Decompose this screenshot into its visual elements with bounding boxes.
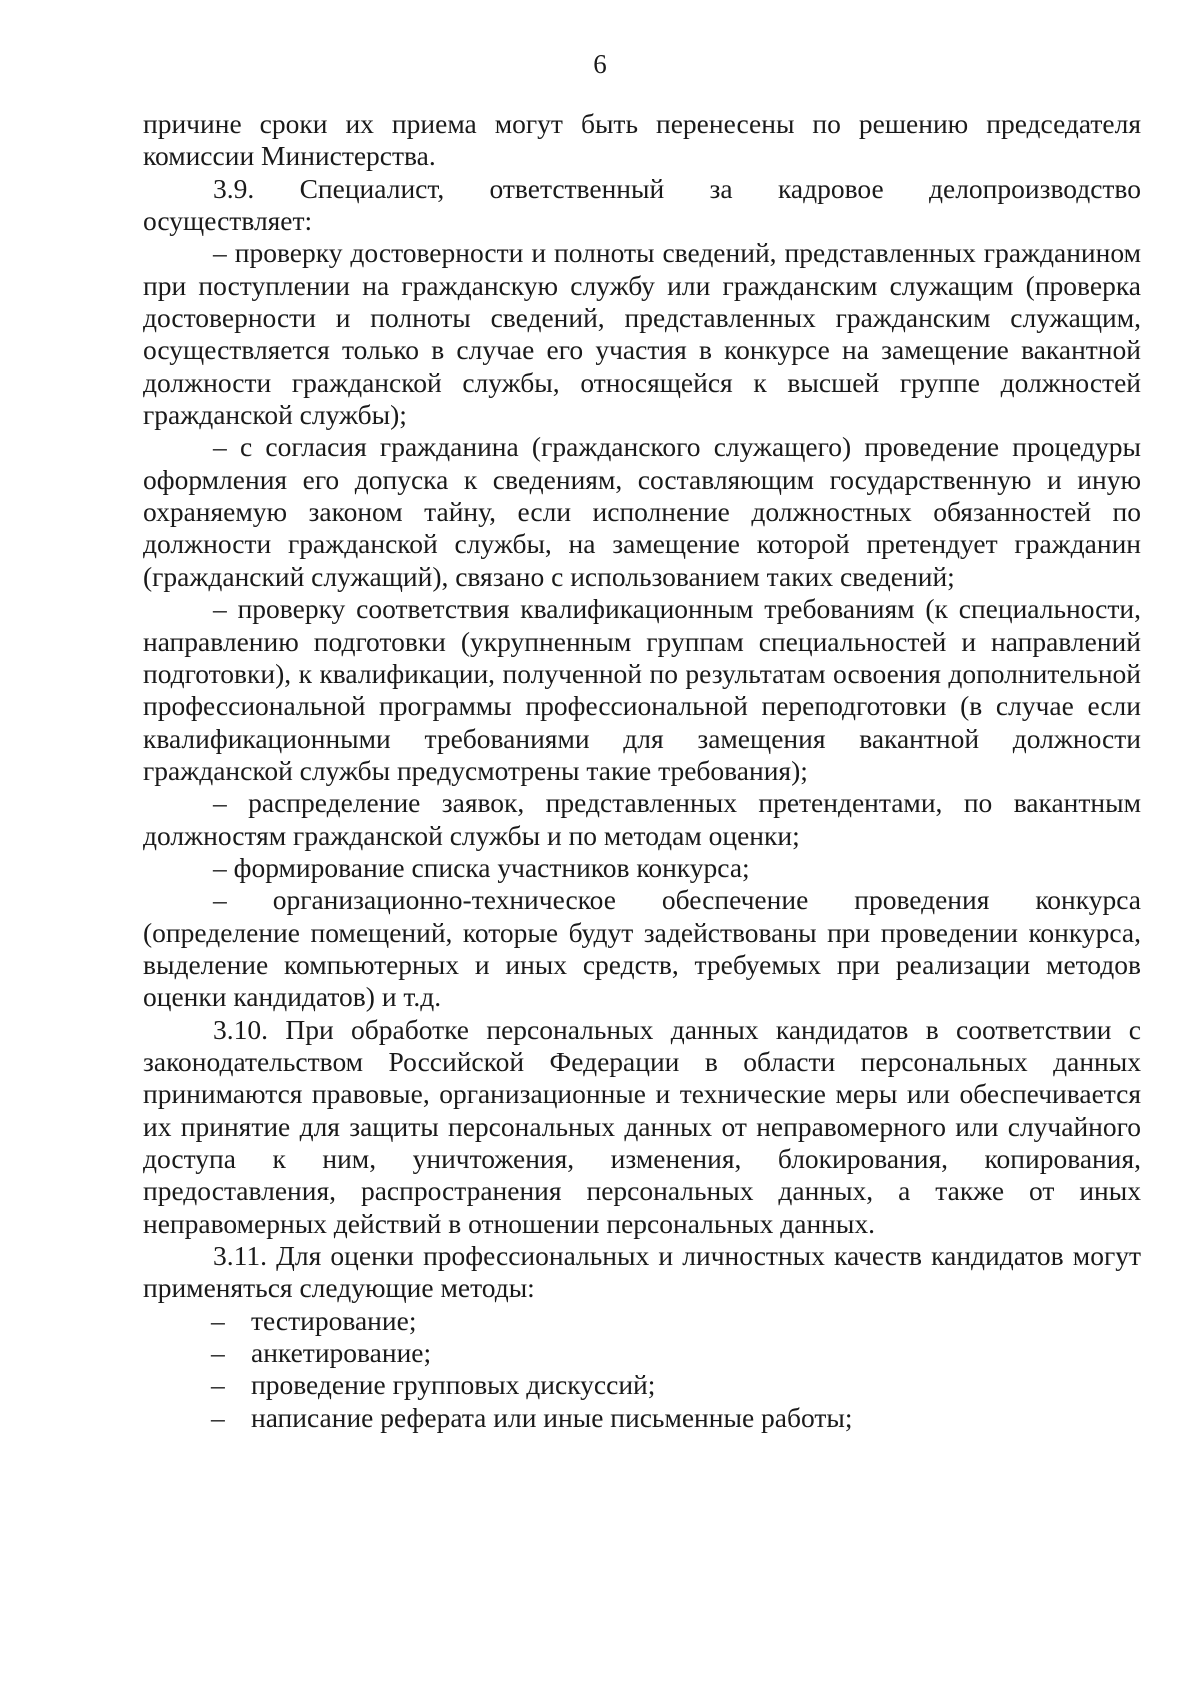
duty-item-participant-list: – формирование списка участников конкурса; bbox=[213, 851, 750, 883]
method-label: проведение групповых дискуссий; bbox=[251, 1369, 656, 1401]
section-3-9-word: Специалист, bbox=[299, 172, 445, 204]
duty-item-technical-support: – организационно-техническое обеспечение проведения конкурса (определение помещений, которые будут задействованы при проведении конкурса, выделение компьютерных и иных средств, требуемых при реализации методов оценки кандидатов) и т.д. bbox=[143, 884, 1141, 1013]
method-item bbox=[211, 1305, 1141, 1337]
section-3-9-continuation: осуществляет: bbox=[143, 205, 313, 237]
method-item bbox=[211, 1402, 1141, 1434]
assessment-methods-list bbox=[143, 1305, 1141, 1434]
dash-marker: – bbox=[211, 1337, 225, 1369]
section-3-9-word: ответственный bbox=[489, 172, 665, 204]
dash-marker: – bbox=[211, 1401, 225, 1433]
intro-line-2: комиссии Министерства. bbox=[143, 140, 436, 172]
document-body bbox=[143, 108, 1141, 1434]
intro-line-1: причине сроки их приема могут быть перенесены по решению председателя bbox=[143, 108, 1141, 139]
duty-item-distribute-applications: – распределение заявок, представленных претендентами, по вакантным должностям гражданской службы и по методам оценки; bbox=[143, 787, 1141, 851]
section-3-9-word: 3.9. bbox=[213, 172, 255, 204]
section-3-9-heading bbox=[143, 173, 1141, 205]
method-item bbox=[211, 1369, 1141, 1401]
section-3-9-word: делопроизводство bbox=[929, 172, 1141, 204]
dash-marker: – bbox=[211, 1369, 225, 1401]
method-label: анкетирование; bbox=[251, 1337, 432, 1369]
section-3-11-paragraph: 3.11. Для оценки профессиональных и личностных качеств кандидатов могут применяться следующие методы: bbox=[143, 1240, 1141, 1304]
dash-marker: – bbox=[211, 1304, 225, 1336]
duty-item-check-credibility: – проверку достоверности и полноты сведений, представленных гражданином при поступлении на гражданскую службу или гражданским служащим (проверка достоверности и полноты сведений, представленных гражданским служащим, осуществляется только в случае его участия в конкурсе на замещение вакантной должности гражданской службы, относящейся к высшей группе должностей гражданской службы); bbox=[143, 237, 1141, 431]
section-3-9-word: кадровое bbox=[777, 172, 884, 204]
section-3-10-paragraph: 3.10. При обработке персональных данных кандидатов в соответствии с законодательством Российской Федерации в области персональных данных принимаются правовые, организационные и технические меры или обеспечивается их принятие для защиты персональных данных от неправомерного или случайного доступа к ним, уничтожения, изменения, блокирования, копирования, предоставления, распространения персональных данных, а также от иных неправомерных действий в отношении персональных данных. bbox=[143, 1013, 1141, 1239]
method-label: тестирование; bbox=[251, 1304, 417, 1336]
method-item bbox=[211, 1337, 1141, 1369]
page-number: 6 bbox=[593, 49, 607, 79]
section-3-9-word: за bbox=[709, 172, 733, 204]
method-label: написание реферата или иные письменные работы; bbox=[251, 1401, 853, 1433]
duty-item-qualification-check: – проверку соответствия квалификационным требованиям (к специальности, направлению подготовки (укрупненным группам специальностей и направлений подготовки), к квалификации, полученной по результатам освоения дополнительной профессиональной программы профессиональной переподготовки (в случае если квалификационными требованиями для замещения вакантной должности гражданской службы предусмотрены такие требования); bbox=[143, 593, 1141, 786]
duty-item-security-clearance: – с согласия гражданина (гражданского служащего) проведение процедуры оформления его допуска к сведениям, составляющим государственную и иную охраняемую законом тайну, если исполнение должностных обязанностей по должности гражданской службы, на замещение которой претендует гражданин (гражданский служащий), связано с использованием таких сведений; bbox=[143, 431, 1141, 592]
